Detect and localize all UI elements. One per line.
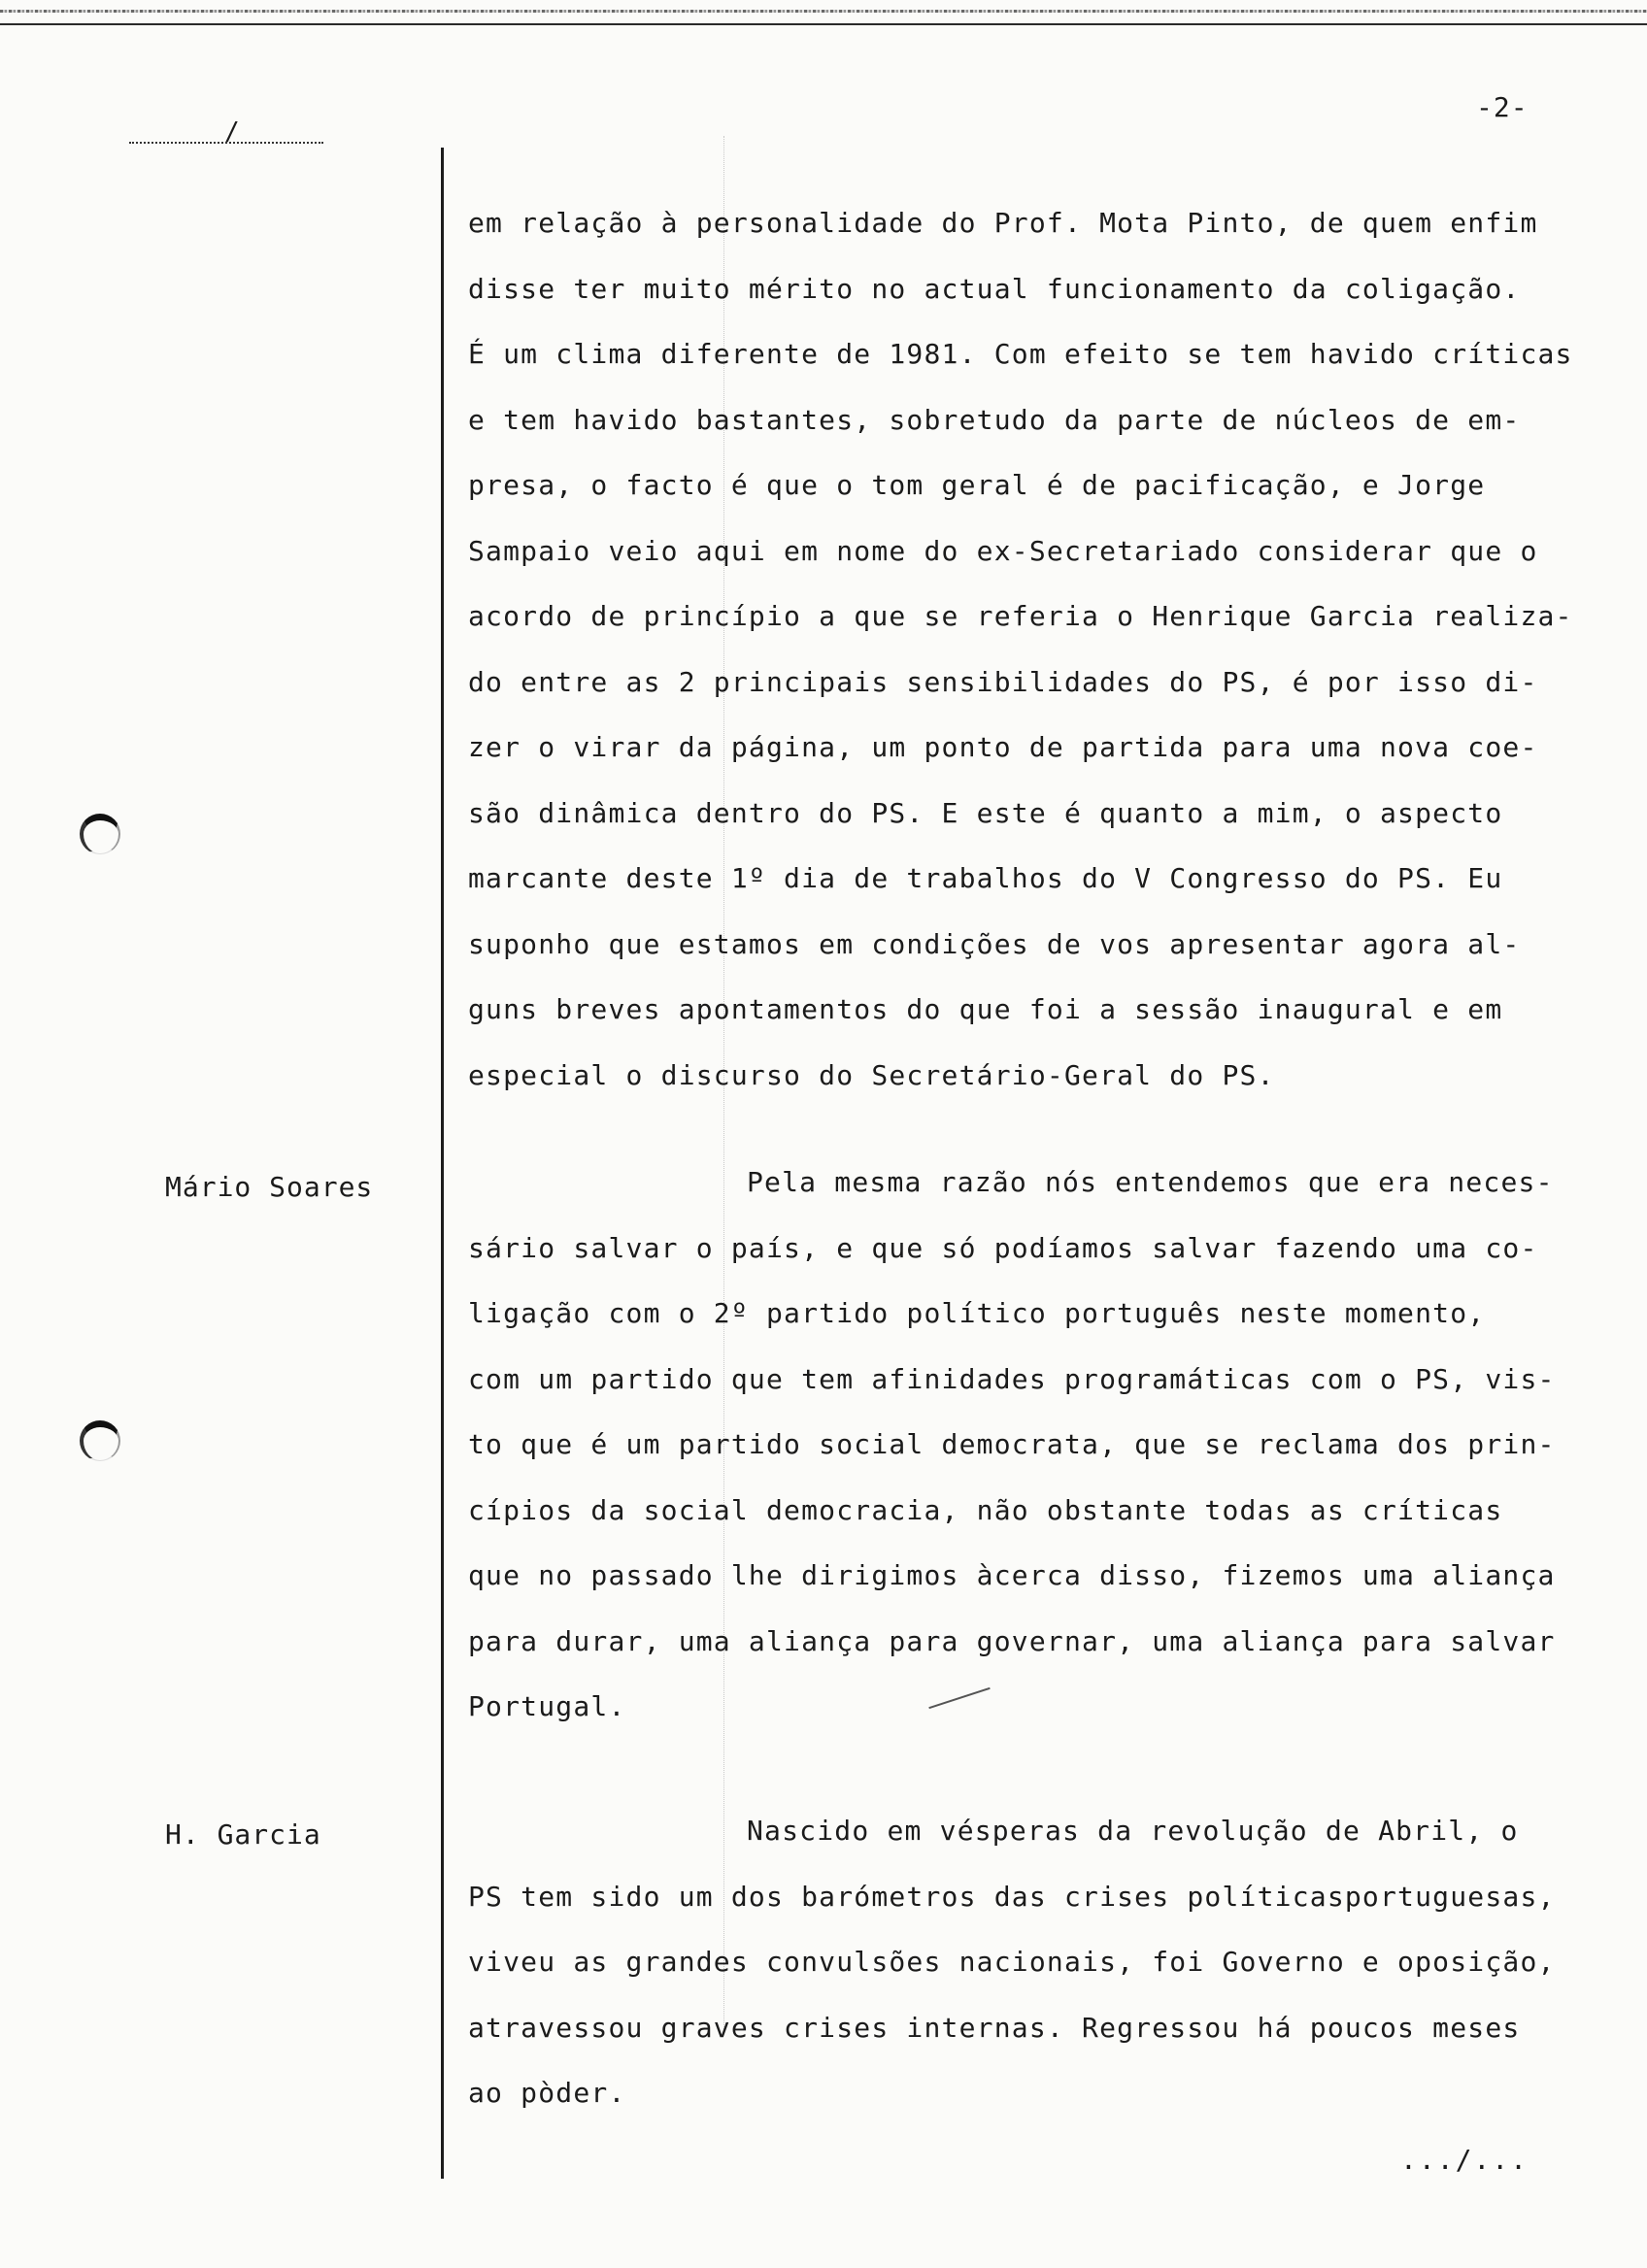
punch-hole-top xyxy=(80,814,120,854)
text-line: PS tem sido um dos barómetros das crises políticasportuguesas, xyxy=(468,1880,1556,1913)
text-line: Nascido em vésperas da revolução de Abril, o xyxy=(747,1815,1519,1847)
text-line: cípios da social democracia, não obstante todas as críticas xyxy=(468,1493,1503,1526)
text-line: para durar, uma aliança para governar, uma aliança para salvar xyxy=(468,1624,1556,1657)
text-line: Pela mesma razão nós entendemos que era neces- xyxy=(747,1166,1554,1198)
text-line: zer o virar da página, um ponto de partida para uma nova coe- xyxy=(468,731,1538,763)
paragraph-3 xyxy=(468,1798,1595,2126)
paragraph-2 xyxy=(468,1150,1595,1740)
text-line: acordo de princípio a que se referia o Henrique Garcia realiza- xyxy=(468,600,1573,632)
page-number: -2- xyxy=(1476,91,1529,123)
text-line: Portugal. xyxy=(468,1690,626,1722)
text-line: presa, o facto é que o tom geral é de pacificação, e Jorge xyxy=(468,469,1486,501)
continuation-mark: .../... xyxy=(1400,2144,1529,2176)
top-border-texture xyxy=(0,10,1647,13)
text-line: que no passado lhe dirigimos àcerca disso, fizemos uma aliança xyxy=(468,1559,1556,1591)
text-line: to que é um partido social democrata, que se reclama dos prin- xyxy=(468,1428,1556,1460)
margin-divider-line xyxy=(441,148,444,2179)
text-line: e tem havido bastantes, sobretudo da parte de núcleos de em- xyxy=(468,403,1521,436)
header-left-mark: / xyxy=(224,117,240,147)
punch-hole-bottom xyxy=(80,1420,120,1461)
paragraph-1 xyxy=(468,190,1595,1108)
text-line: guns breves apontamentos do que foi a sessão inaugural e em xyxy=(468,993,1503,1025)
text-line: sário salvar o país, e que só podíamos salvar fazendo uma co- xyxy=(468,1231,1538,1264)
text-line: em relação à personalidade do Prof. Mota Pinto, de quem enfim xyxy=(468,207,1538,239)
text-line: ligação com o 2º partido político português neste momento, xyxy=(468,1297,1486,1329)
text-line: com um partido que tem afinidades programáticas com o PS, vis- xyxy=(468,1362,1556,1395)
text-line: disse ter muito mérito no actual funcionamento da coligação. xyxy=(468,272,1521,305)
text-line: Sampaio veio aqui em nome do ex-Secretariado considerar que o xyxy=(468,534,1538,567)
dotted-header-field xyxy=(129,117,323,147)
dotted-underline xyxy=(129,142,323,144)
text-line: É um clima diferente de 1981. Com efeito se tem havido críticas xyxy=(468,338,1573,370)
speaker-label-mario-soares: Mário Soares xyxy=(165,1171,374,1203)
text-line: são dinâmica dentro do PS. E este é quanto a mim, o aspecto xyxy=(468,796,1503,829)
text-line: marcante deste 1º dia de trabalhos do V Congresso do PS. Eu xyxy=(468,862,1503,894)
text-line: suponho que estamos em condições de vos apresentar agora al- xyxy=(468,927,1521,960)
speaker-label-h-garcia: H. Garcia xyxy=(165,1818,321,1851)
top-border-line xyxy=(0,23,1647,25)
text-line: do entre as 2 principais sensibilidades do PS, é por isso di- xyxy=(468,665,1538,698)
text-line: atravessou graves crises internas. Regressou há poucos meses xyxy=(468,2011,1521,2044)
text-line: viveu as grandes convulsões nacionais, foi Governo e oposição, xyxy=(468,1946,1556,1978)
text-line: especial o discurso do Secretário-Geral do PS. xyxy=(468,1058,1275,1091)
text-line: ao pòder. xyxy=(468,2077,626,2109)
